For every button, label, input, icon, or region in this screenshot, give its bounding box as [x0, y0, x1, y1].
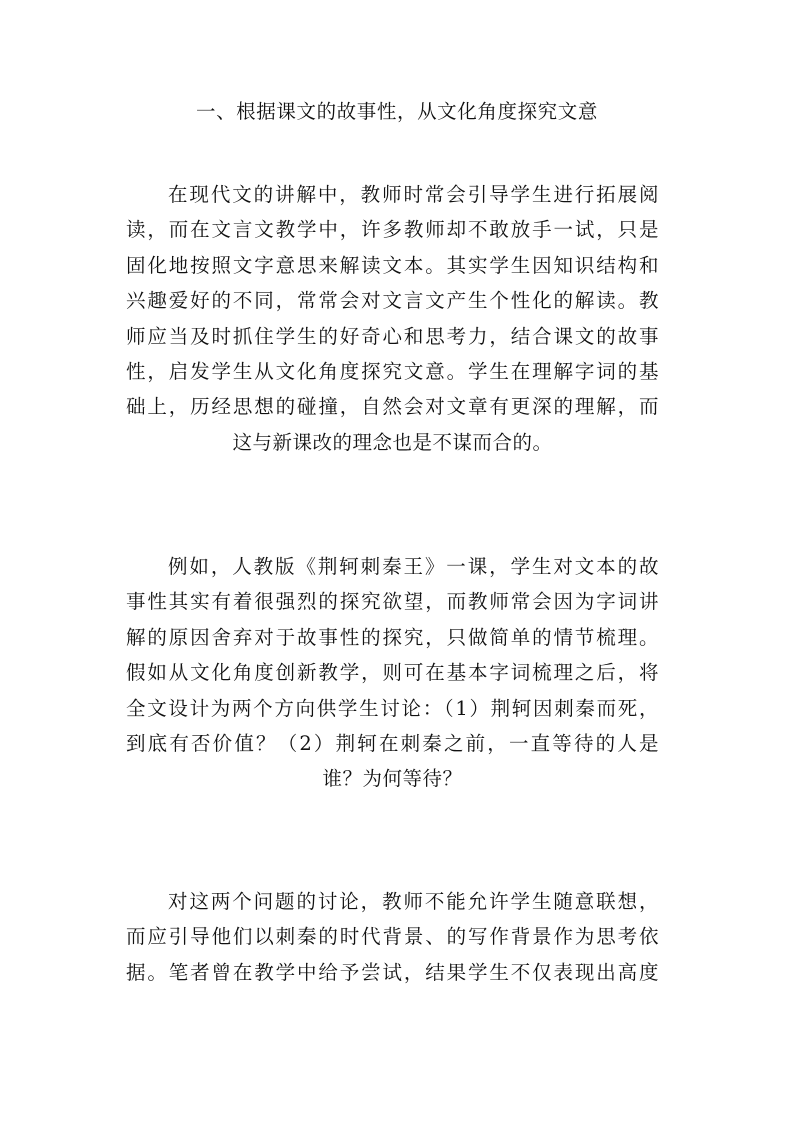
section-heading: 一、根据课文的故事性，从文化角度探究文意: [195, 100, 598, 123]
paragraph-line: 师应当及时抓住学生的好奇心和思考力，结合课文的故事: [126, 324, 659, 348]
paragraph-line: 例如，人教版《荆轲刺秦王》一课，学生对文本的故: [168, 555, 659, 578]
paragraph-line: 假如从文化角度创新教学，则可在基本字词梳理之后，将: [126, 661, 659, 685]
paragraph-line: 性，启发学生从文化角度探究文意。学生在理解字词的基: [126, 359, 659, 383]
paragraph-2: [126, 549, 659, 797]
paragraph-1: [126, 177, 659, 460]
paragraph-line: 兴趣爱好的不同，常常会对文言文产生个性化的解读。教: [126, 289, 659, 313]
paragraph-line: 固化地按照文字意思来解读文本。其实学生因知识结构和: [126, 253, 659, 277]
paragraph-line: 读，而在文言文教学中，许多教师却不敢放手一试，只是: [126, 218, 659, 242]
paragraph-line: 对这两个问题的讨论，教师不能允许学生随意联想，: [168, 890, 659, 913]
paragraph-line: 到底有否价值？（2）荆轲在刺秦之前，一直等待的人是: [126, 731, 659, 755]
paragraph-line: 在现代文的讲解中，教师时常会引导学生进行拓展阅: [168, 183, 659, 206]
paragraph-line: 事性其实有着很强烈的探究欲望，而教师常会因为字词讲: [126, 590, 659, 614]
paragraph-line: 据。笔者曾在教学中给予尝试，结果学生不仅表现出高度: [126, 960, 659, 984]
paragraph-line: 谁？为何等待？: [322, 767, 463, 791]
paragraph-line: 而应引导他们以刺秦的时代背景、的写作背景作为思考依: [126, 925, 659, 949]
paragraph-line: 解的原因舍弃对于故事性的探究，只做简单的情节梳理。: [126, 625, 659, 649]
paragraph-3: [126, 884, 659, 990]
paragraph-line: 这与新课改的理念也是不谋而合的。: [232, 430, 553, 454]
paragraph-line: 全文设计为两个方向供学生讨论：（1）荆轲因刺秦而死，: [126, 696, 659, 720]
paragraph-line: 础上，历经思想的碰撞，自然会对文章有更深的理解，而: [126, 395, 659, 419]
